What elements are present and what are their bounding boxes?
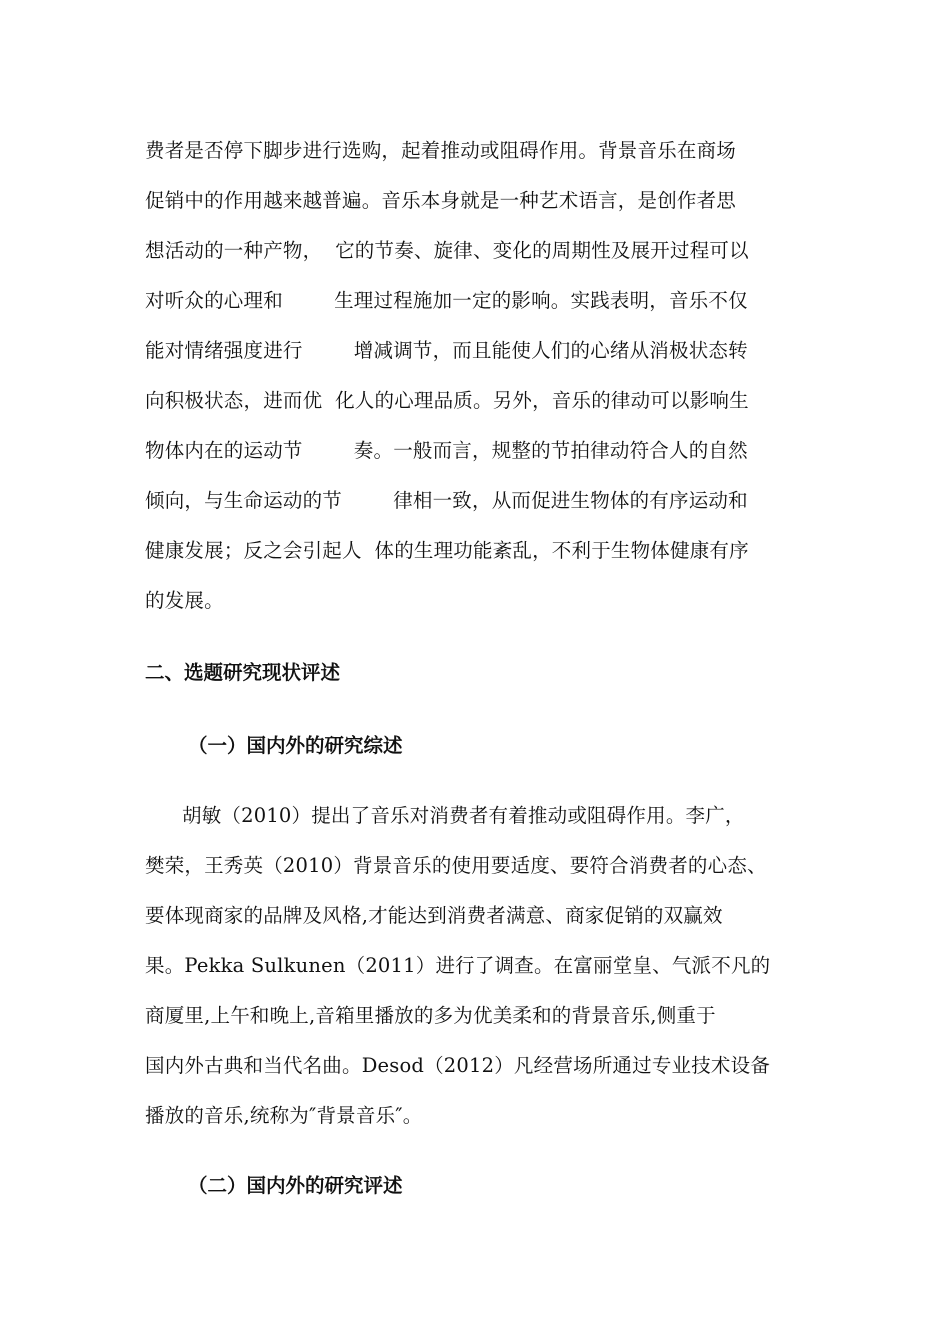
text-line: 倾向，与生命运动的节 律相一致，从而促进生物体的有序运动和 — [145, 489, 748, 512]
text-line: 对听众的心理和 生理过程施加一定的影响。实践表明，音乐不仅 — [145, 289, 748, 312]
subsection-heading: （一）国内外的研究综述 — [188, 734, 403, 757]
text-line: 要体现商家的品牌及风格,才能达到消费者满意、商家促销的双赢效 — [145, 904, 723, 927]
text-line: 想活动的一种产物， 它的节奏、旋律、变化的周期性及展开过程可以 — [145, 239, 749, 262]
text-line: 促销中的作用越来越普遍。音乐本身就是一种艺术语言，是创作者思 — [145, 189, 737, 212]
text-line: 商厦里,上午和晚上,音箱里播放的多为优美柔和的背景音乐,侧重于 — [145, 1004, 716, 1027]
subsection-heading: （二）国内外的研究评述 — [188, 1174, 403, 1197]
text-line: 能对情绪强度进行 增减调节，而且能使人们的心绪从消极状态转 — [145, 339, 748, 362]
text-line: 健康发展；反之会引起人 体的生理功能紊乱，不利于生物体健康有序 — [145, 539, 749, 562]
text-line: 胡敏（2010）提出了音乐对消费者有着推动或阻碍作用。李广， — [182, 804, 745, 827]
text-line: 国内外古典和当代名曲。Desod（2012）凡经营场所通过专业技术设备 — [145, 1054, 771, 1077]
text-line: 向积极状态，进而优 化人的心理品质。另外，音乐的律动可以影响生 — [145, 389, 749, 412]
text-line: 樊荣，王秀英（2010）背景音乐的使用要适度、要符合消费者的心态、 — [145, 854, 767, 877]
text-line: 费者是否停下脚步进行选购，起着推动或阻碍作用。背景音乐在商场 — [145, 139, 737, 162]
section-heading: 二、选题研究现状评述 — [145, 661, 341, 684]
text-line: 物体内在的运动节 奏。一般而言，规整的节拍律动符合人的自然 — [145, 439, 748, 462]
text-line: 播放的音乐,统称为″背景音乐″。 — [145, 1104, 423, 1127]
text-line: 果。Pekka Sulkunen（2011）进行了调查。在富丽堂皇、气派不凡的 — [145, 954, 771, 977]
text-line: 的发展。 — [145, 589, 224, 612]
